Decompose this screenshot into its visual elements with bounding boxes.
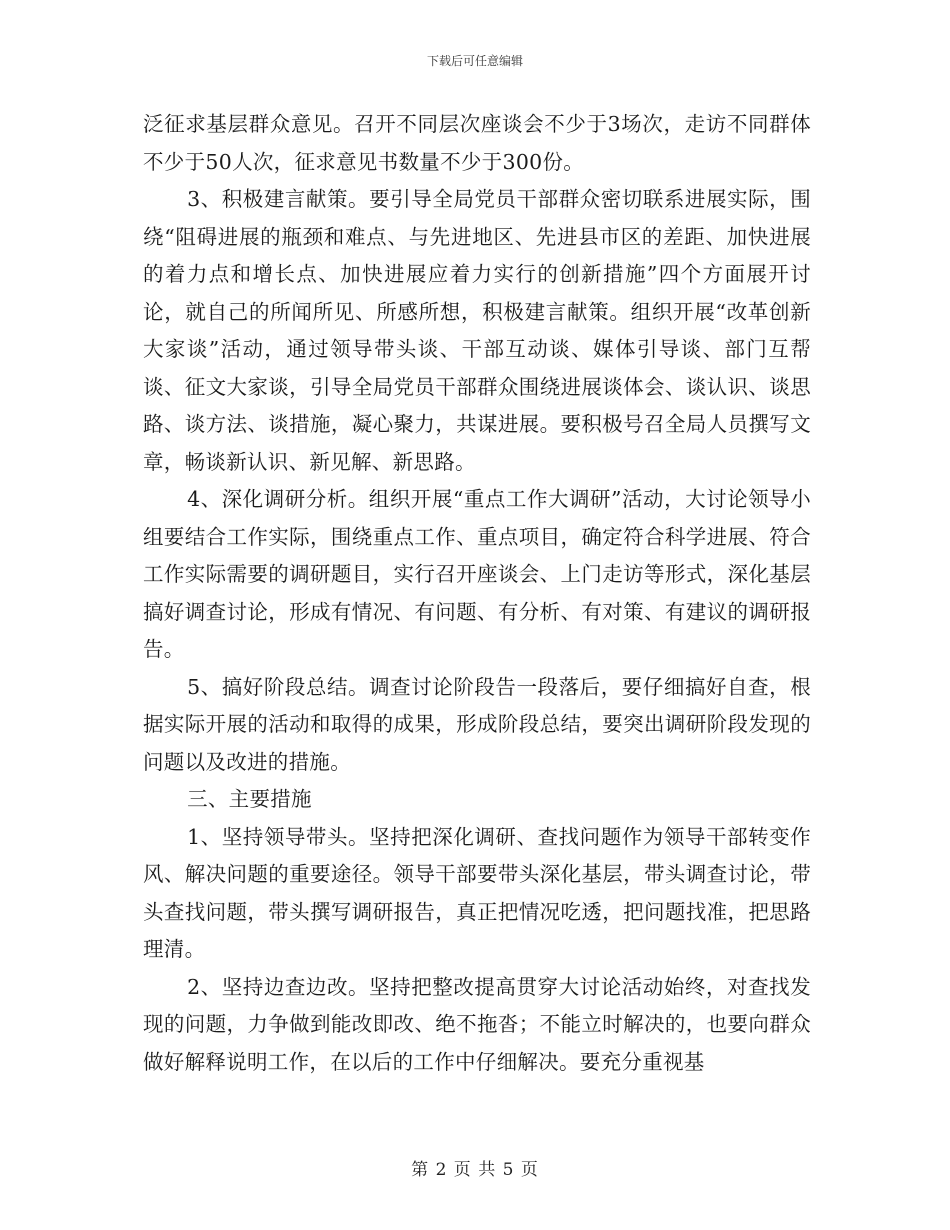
page-header: 下载后可任意编辑	[426, 54, 523, 68]
paragraph-item-5-summary: 5、搞好阶段总结。调查讨论阶段告一段落后，要仔细搞好自查，根据实际开展的活动和取得的成果，形成阶段总结，要突出调研阶段发现的问题以及改进的措施。	[143, 674, 811, 774]
paragraph-measure-2-rectify: 2、坚持边查边改。坚持把整改提高贯穿大讨论活动始终，对查找发现的问题，力争做到能改即改、绝不拖沓；不能立时解决的，也要向群众做好解释说明工作，在以后的工作中仔细解决。要充分重视基	[143, 974, 811, 1074]
document-body	[143, 106, 811, 1081]
page-number-footer: 第 2 页 共 5 页	[411, 1160, 539, 1180]
paragraph-measure-1-leadership: 1、坚持领导带头。坚持把深化调研、查找问题作为领导干部转变作风、解决问题的重要途径。领导干部要带头深化基层，带头调查讨论，带头查找问题，带头撰写调研报告，真正把情况吃透，把问题找准，把思路理清。	[143, 824, 811, 961]
section-heading-main-measures: 三、主要措施	[187, 787, 312, 811]
paragraph-continuation: 泛征求基层群众意见。召开不同层次座谈会不少于3场次，走访不同群体不少于50人次，征求意见书数量不少于300份。	[143, 112, 811, 174]
paragraph-item-3-suggestions: 3、积极建言献策。要引导全局党员干部群众密切联系进展实际，围绕“阻碍进展的瓶颈和难点、与先进地区、先进县市区的差距、加快进展的着力点和增长点、加快进展应着力实行的创新措施”四个方面展开讨论，就自己的所闻所见、所感所想，积极建言献策。组织开展“改革创新大家谈”活动，通过领导带头谈、干部互动谈、媒体引导谈、部门互帮谈、征文大家谈，引导全局党员干部群众围绕进展谈体会、谈认识、谈思路、谈方法、谈措施，凝心聚力，共谋进展。要积极号召全局人员撰写文章，畅谈新认识、新见解、新思路。	[143, 187, 811, 474]
paragraph-item-4-research: 4、深化调研分析。组织开展“重点工作大调研”活动，大讨论领导小组要结合工作实际，围绕重点工作、重点项目，确定符合科学进展、符合工作实际需要的调研题目，实行召开座谈会、上门走访等形式，深化基层搞好调查讨论，形成有情况、有问题、有分析、有对策、有建议的调研报告。	[143, 487, 811, 661]
